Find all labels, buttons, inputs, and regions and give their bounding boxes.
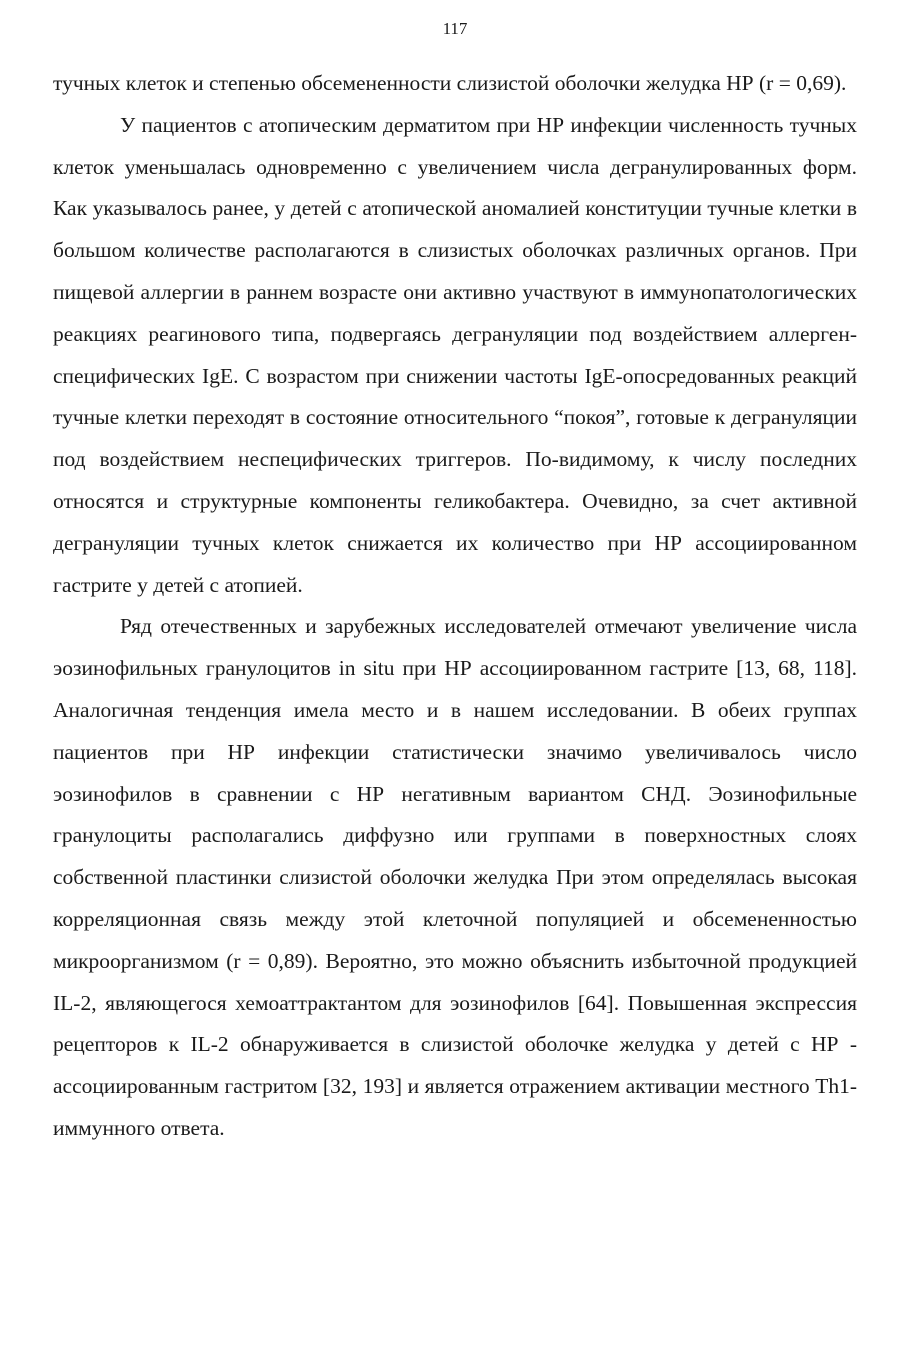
body-text	[53, 63, 857, 1150]
page-number: 117	[442, 19, 468, 38]
paragraph-eosinophils: Ряд отечественных и зарубежных исследователей отмечают увеличение числа эозинофильных гранулоцитов in situ при НР ассоциированном гастрите [13, 68, 118]. Аналогичная тенденция имела место и в нашем исследовании. В обеих группах пациентов при НР инфекции статистически значимо увеличивалось число эозинофилов в сравнении с НР негативным вариантом СНД. Эозинофильные гранулоциты располагались диффузно или группами в поверхностных слоях собственной пластинки слизистой оболочки желудка При этом определялась высокая корреляционная связь между этой клеточной популяцией и обсемененностью микроорганизмом (r = 0,89). Вероятно, это можно объяснить избыточной продукцией IL-2, являющегося хемоаттрактантом для эозинофилов [64]. Повышенная экспрессия рецепторов к IL-2 обнаруживается в слизистой оболочке желудка у детей с НР - ассоциированным гастритом [32, 193] и является отражением активации местного Th1-иммунного ответа.	[53, 614, 857, 1140]
paragraph-continuation: тучных клеток и степенью обсемененности слизистой оболочки желудка НР (r = 0,69).	[53, 71, 847, 95]
paragraph-mast-cells: У пациентов с атопическим дерматитом при НР инфекции численность тучных клеток уменьшалась одновременно с увеличением числа дегранулированных форм. Как указывалось ранее, у детей с атопической аномалией конституции тучные клетки в большом количестве располагаются в слизистых оболочках различных органов. При пищевой аллергии в раннем возрасте они активно участвуют в иммунопатологических реакциях реагинового типа, подвергаясь дегрануляции под воздействием аллерген-специфических IgE. С возрастом при снижении частоты IgE-опосредованных реакций тучные клетки переходят в состояние относительного “покоя”, готовые к дегрануляции под воздействием неспецифических триггеров. По-видимому, к числу последних относятся и структурные компоненты геликобактера. Очевидно, за счет активной дегрануляции тучных клеток снижается их количество при НР ассоциированном гастрите у детей с атопией.	[53, 112, 857, 597]
